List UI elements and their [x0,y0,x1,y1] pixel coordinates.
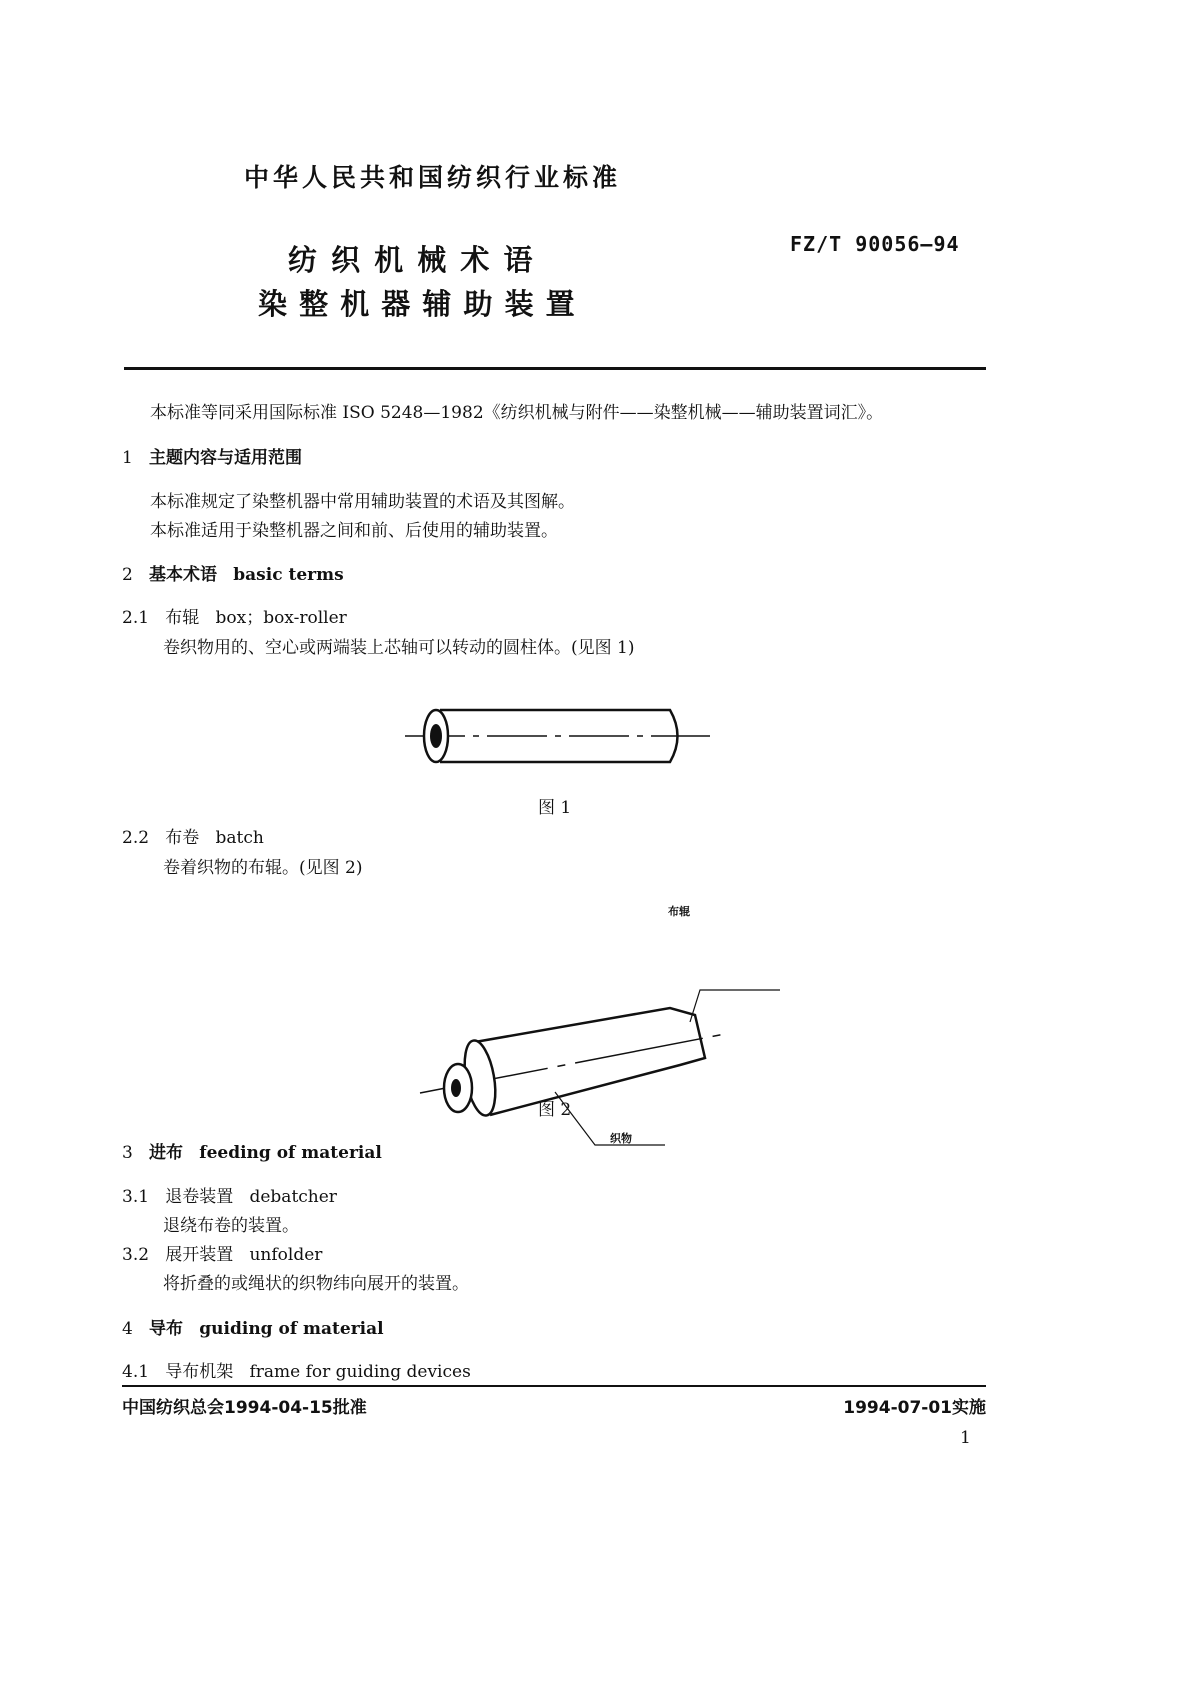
effective-date: 1994-07-01实施 [843,1398,986,1418]
scope-line: 本标准规定了染整机器中常用辅助装置的术语及其图解。 [150,492,575,512]
term-definition: 退绕布卷的装置。 [163,1216,299,1236]
standard-code: FZ/T 90056—94 [790,232,960,256]
term-number: 2.1 [122,608,150,628]
term-4-1 [122,1357,471,1382]
term-zh: 导布机架 [165,1362,234,1382]
term-en: unfolder [249,1245,323,1265]
term-zh: 退卷装置 [165,1187,234,1207]
term-en: box；box-roller [215,608,347,628]
section-title-en: guiding of material [199,1319,384,1339]
section-number: 3 [122,1143,133,1163]
term-number: 4.1 [122,1362,150,1382]
figure-2-batch [380,950,780,1170]
figure-1-roller [400,690,720,780]
section-title: 导布 [149,1319,184,1339]
term-2-2 [122,823,264,848]
title-line-1: 纺 织 机 械 术 语 [288,243,535,277]
footer-rule [122,1385,986,1387]
term-definition: 卷着织物的布辊。(见图 2) [163,858,363,878]
section-title: 主题内容与适用范围 [149,448,303,468]
term-en: batch [215,828,264,848]
term-zh: 展开装置 [165,1245,234,1265]
header-rule [124,367,986,370]
section-1-heading [122,443,302,468]
term-en: debatcher [249,1187,337,1207]
term-definition: 卷织物用的、空心或两端装上芯轴可以转动的圆柱体。(见图 1) [163,638,635,658]
section-number: 4 [122,1319,133,1339]
term-zh: 布卷 [165,828,200,848]
section-title: 基本术语 [149,565,218,585]
term-en: frame for guiding devices [249,1362,471,1382]
section-title-en: feeding of material [199,1143,382,1163]
term-number: 2.2 [122,828,150,848]
term-2-1 [122,603,347,628]
section-4-heading [122,1314,384,1339]
title-line-2: 染 整 机 器 辅 助 装 置 [258,287,576,321]
intro-text: 本标准等同采用国际标准 ISO 5248—1982《纺织机械与附件——染整机械——辅助装置词汇》。 [150,403,884,423]
issuing-authority: 中华人民共和国纺织行业标准 [244,163,622,192]
section-title: 进布 [149,1143,184,1163]
approval-date: 中国纺织总会1994-04-15批准 [122,1398,367,1418]
term-number: 3.1 [122,1187,150,1207]
term-zh: 布辊 [165,608,200,628]
figure-2-caption: 图 2 [538,1100,572,1120]
section-title-en: basic terms [233,565,344,585]
section-3-heading [122,1138,382,1163]
figure-2-label-roller: 布辊 [668,905,690,918]
term-3-2 [122,1240,322,1265]
page-number: 1 [960,1428,971,1448]
term-3-1 [122,1182,337,1207]
term-definition: 将折叠的或绳状的织物纬向展开的装置。 [163,1274,469,1294]
figure-1-caption: 图 1 [538,798,572,818]
section-number: 1 [122,448,133,468]
section-2-heading [122,560,344,585]
section-number: 2 [122,565,133,585]
term-number: 3.2 [122,1245,150,1265]
figure-2-label-fabric: 织物 [610,1132,632,1145]
scope-line: 本标准适用于染整机器之间和前、后使用的辅助装置。 [150,521,558,541]
